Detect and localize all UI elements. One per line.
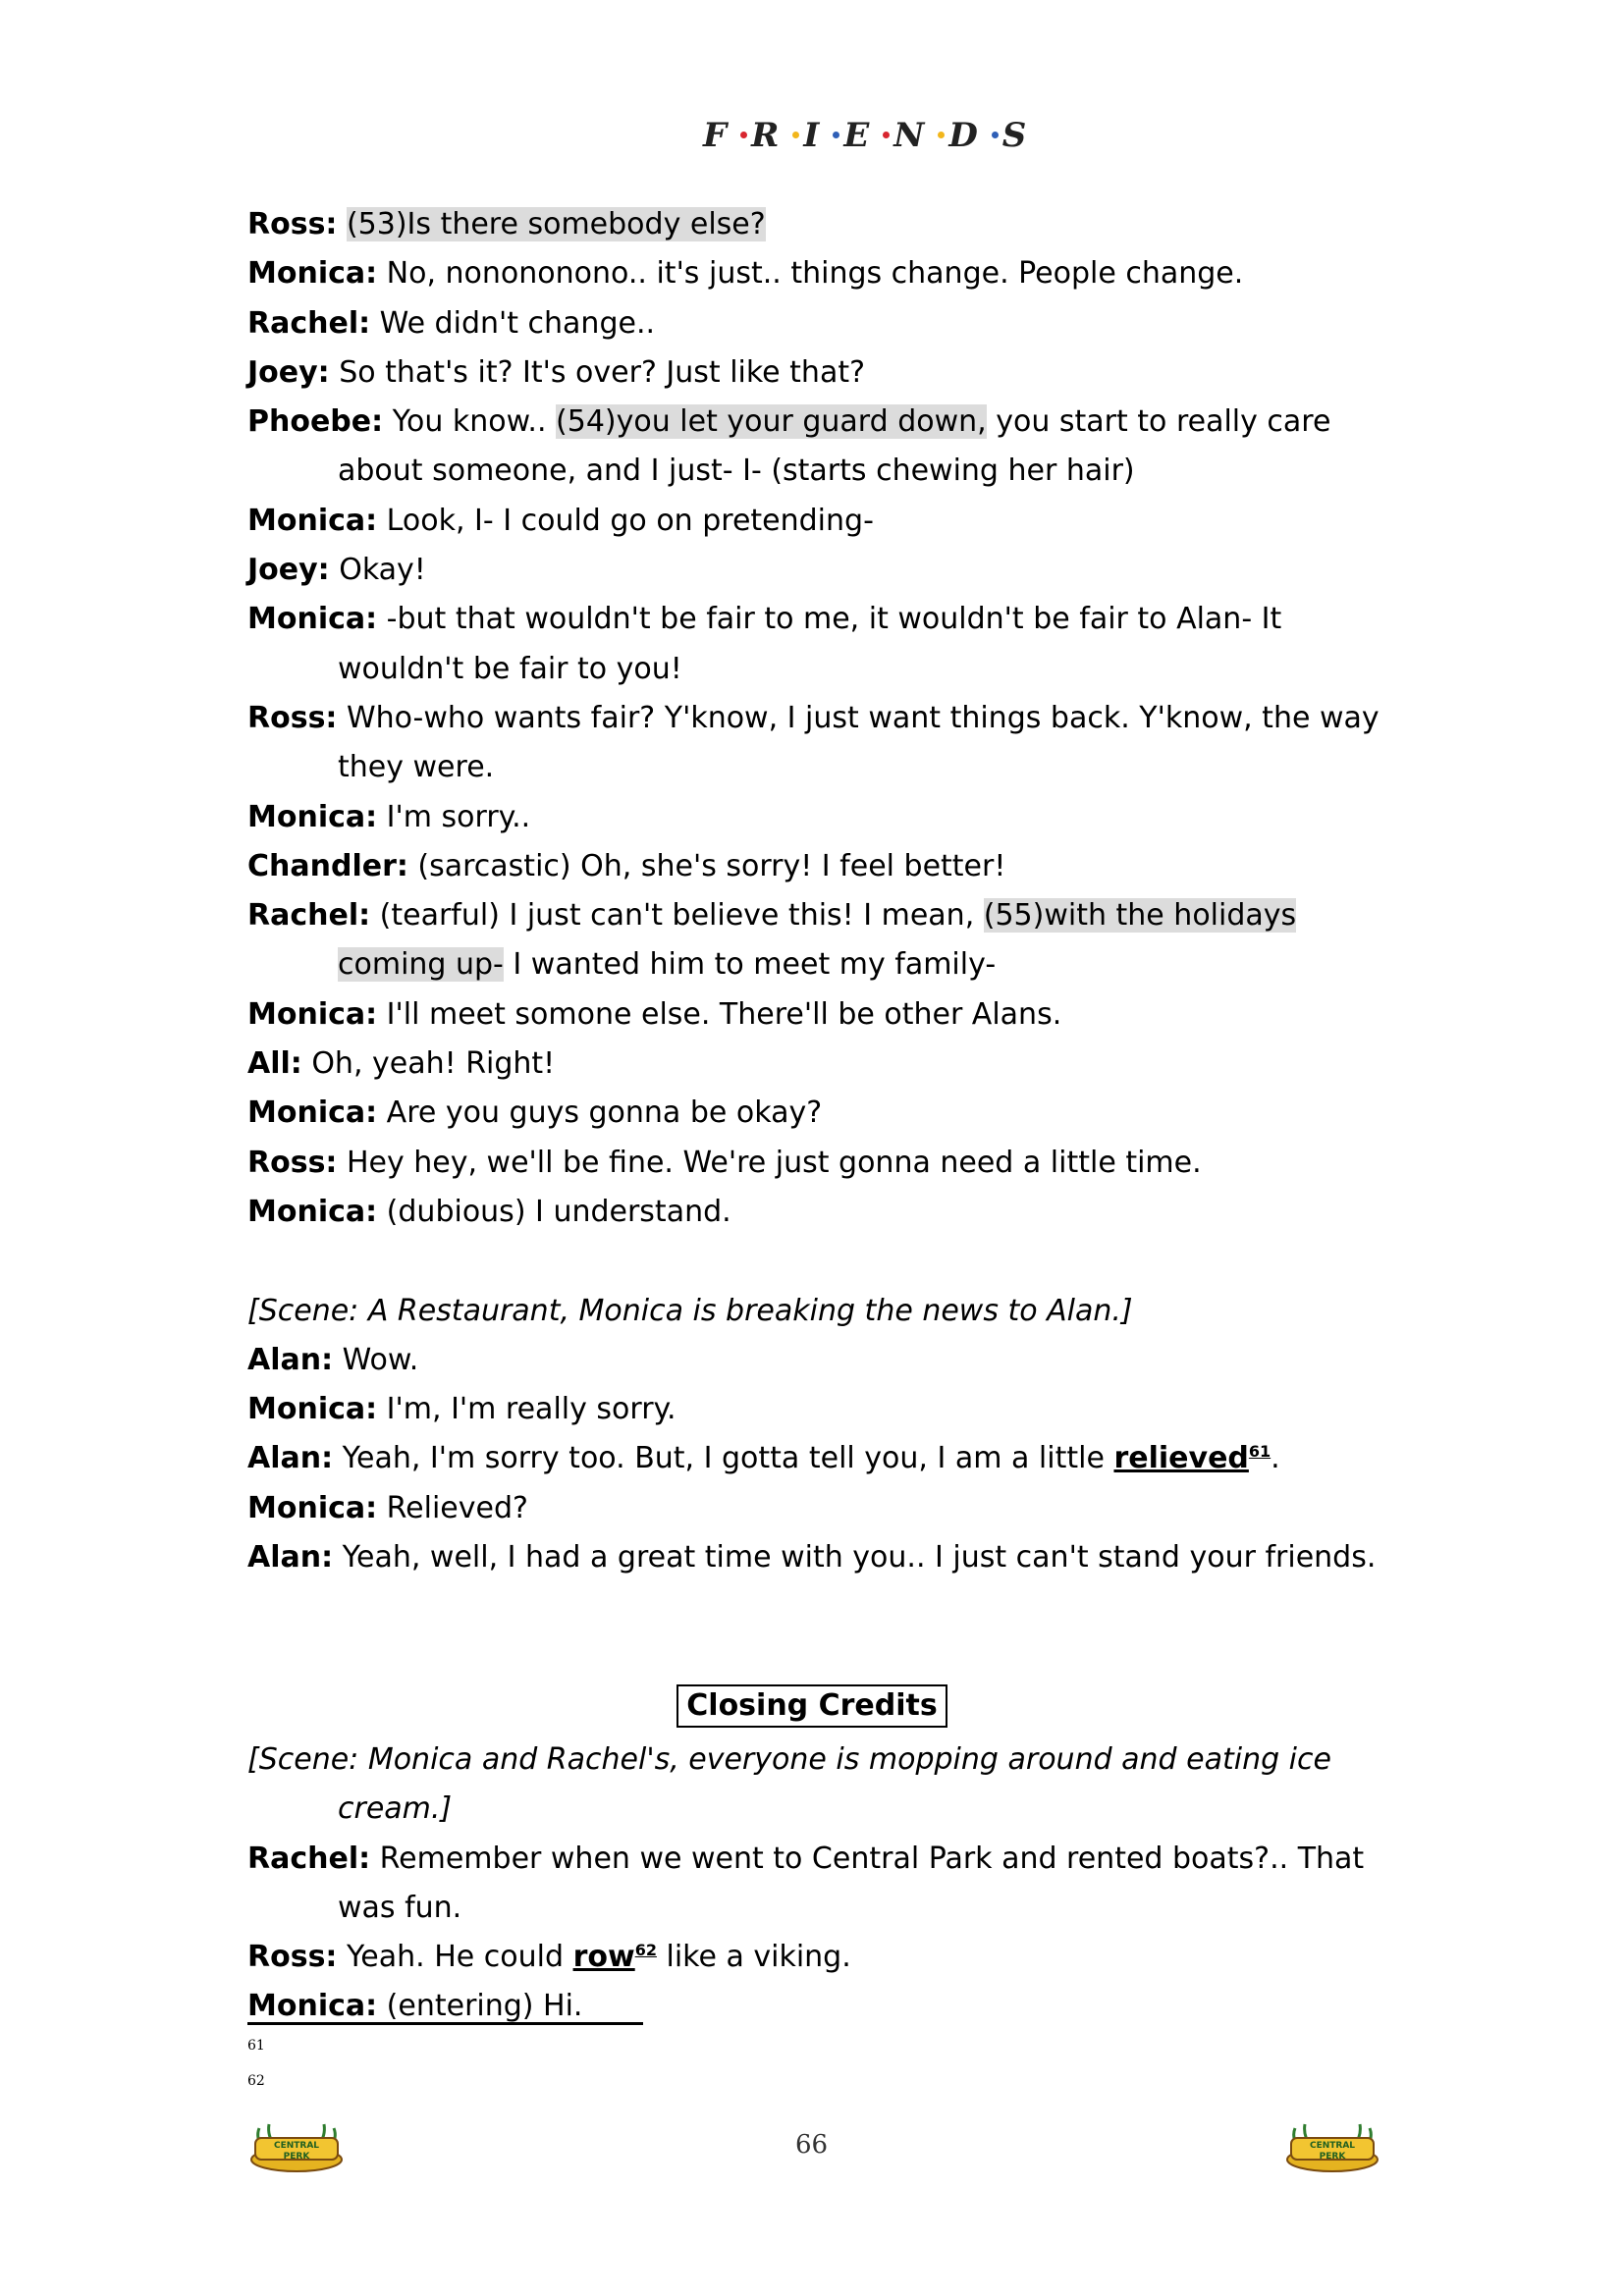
- dialogue-text: .: [1271, 1441, 1280, 1476]
- dialogue-line: [247, 1188, 1396, 1237]
- footnote-62: 62: [247, 2073, 265, 2089]
- dialogue-text: I wanted him to meet my family-: [503, 947, 997, 983]
- highlighted-phrase: (53)Is there somebody else?: [346, 207, 766, 241]
- dialogue-line: [247, 1484, 1396, 1533]
- speaker-name: Monica:: [247, 1392, 378, 1427]
- dialogue-text: Wow.: [333, 1342, 419, 1377]
- dialogue-text: -but that wouldn't be fair to me, it wouldn't be fair to Alan- It wouldn't be fair to you!: [338, 602, 1282, 686]
- dialogue-text: like a viking.: [656, 1940, 851, 1975]
- dialogue-line: [247, 1933, 1396, 1982]
- dialogue-text: I'm sorry..: [377, 799, 531, 834]
- speaker-name: Rachel:: [247, 1841, 371, 1876]
- dialogue-line: [247, 990, 1396, 1040]
- dialogue-line: [247, 200, 1396, 249]
- speaker-name: Monica:: [247, 799, 378, 834]
- footnote-marker: 61: [1248, 1442, 1271, 1462]
- dialogue-text: I'll meet somone else. There'll be other Alans.: [377, 996, 1062, 1032]
- logo-dot: [792, 132, 799, 138]
- dialogue-line: [247, 694, 1396, 793]
- speaker-name: Alan:: [247, 1540, 334, 1575]
- logo-dot: [938, 132, 945, 138]
- speaker-name: Monica:: [247, 1095, 378, 1131]
- dialogue-line: [247, 398, 1396, 497]
- speaker-name: Alan:: [247, 1342, 334, 1377]
- speaker-name: Rachel:: [247, 898, 371, 934]
- central-perk-logo-right: [1281, 2118, 1383, 2175]
- dialogue-line: [247, 299, 1396, 348]
- dialogue-line: [247, 1089, 1396, 1138]
- dialogue-text: (tearful) I just can't believe this! I mean,: [370, 898, 984, 934]
- dialogue-text: Who-who wants fair? Y'know, I just want things back. Y'know, the way they were.: [337, 700, 1380, 785]
- dialogue-line: [247, 891, 1396, 990]
- dialogue-line: [247, 1139, 1396, 1188]
- speaker-name: Rachel:: [247, 305, 371, 341]
- speaker-name: Monica:: [247, 1490, 378, 1525]
- scene-direction: [Scene: Monica and Rachel's, everyone is mopping around and eating ice cream.]: [247, 1741, 1331, 1827]
- script-body: [247, 200, 1396, 2032]
- speaker-name: Chandler:: [247, 848, 408, 883]
- speaker-name: Ross:: [247, 1940, 338, 1975]
- dialogue-text: Yeah, I'm sorry too. But, I gotta tell you, I am a little: [333, 1441, 1114, 1476]
- dialogue-text: Yeah. He could: [337, 1940, 573, 1975]
- dialogue-line: [247, 1835, 1396, 1934]
- dialogue-text: Hey hey, we'll be fine. We're just gonna need a little time.: [337, 1145, 1202, 1180]
- footnote-61: 61: [247, 2038, 265, 2054]
- section-heading: Closing Credits: [676, 1684, 947, 1728]
- dialogue-line: [247, 497, 1396, 546]
- friends-logo: [703, 116, 1040, 155]
- dialogue-text: (entering) Hi.: [377, 1989, 583, 2024]
- speaker-name: Alan:: [247, 1441, 334, 1476]
- speaker-name: All:: [247, 1046, 302, 1082]
- speaker-name: Joey:: [247, 553, 330, 588]
- dialogue-line: [247, 1533, 1396, 1582]
- dialogue-line: [247, 595, 1396, 694]
- dialogue-text: Yeah, well, I had a great time with you.. I just can't stand your friends.: [333, 1540, 1377, 1575]
- dialogue-text: Remember when we went to Central Park and rented boats?.. That was fun.: [338, 1841, 1365, 1925]
- dialogue-text: So that's it? It's over? Just like that?: [329, 354, 866, 390]
- speaker-name: Monica:: [247, 503, 378, 538]
- central-perk-logo-left: [245, 2118, 348, 2175]
- dialogue-line: [247, 1434, 1396, 1483]
- logo-dot: [740, 132, 747, 138]
- dialogue-text: [337, 207, 347, 241]
- speaker-name: Monica:: [247, 1989, 378, 2024]
- speaker-name: Ross:: [247, 207, 338, 241]
- dialogue-text: Look, I- I could go on pretending-: [377, 503, 874, 538]
- dialogue-text: (sarcastic) Oh, she's sorry! I feel better!: [407, 848, 1006, 883]
- glossary-term: row: [572, 1940, 635, 1975]
- speaker-name: Phoebe:: [247, 404, 384, 440]
- dialogue-text: Are you guys gonna be okay?: [377, 1095, 823, 1131]
- dialogue-text: Oh, yeah! Right!: [301, 1046, 556, 1082]
- speaker-name: Joey:: [247, 354, 330, 390]
- svg-text:CENTRAL: CENTRAL: [273, 2141, 320, 2151]
- scene-direction: [Scene: A Restaurant, Monica is breaking the news to Alan.]: [247, 1293, 1133, 1328]
- dialogue-line: [247, 1040, 1396, 1089]
- logo-text: F R I E N D S: [703, 116, 1041, 155]
- blank-line: [247, 1237, 1396, 1286]
- glossary-term: relieved: [1113, 1441, 1249, 1476]
- dialogue-line: [247, 1385, 1396, 1434]
- logo-dot: [833, 132, 839, 138]
- speaker-name: Monica:: [247, 602, 378, 637]
- svg-text:PERK: PERK: [283, 2152, 310, 2162]
- highlighted-phrase: (54)you let your guard down,: [556, 404, 987, 440]
- speaker-name: Monica:: [247, 996, 378, 1032]
- svg-text:PERK: PERK: [1319, 2152, 1346, 2162]
- speaker-name: Monica:: [247, 1194, 378, 1229]
- blank-line: [247, 1582, 1396, 1631]
- speaker-name: Monica:: [247, 256, 378, 292]
- dialogue-text: you start to really care about someone, and I just- I- (starts chewing her hair): [338, 404, 1331, 489]
- blank-line: [247, 1632, 1396, 1682]
- dialogue-text: Okay!: [329, 553, 426, 588]
- dialogue-text: I'm, I'm really sorry.: [377, 1392, 676, 1427]
- speaker-name: Ross:: [247, 1145, 338, 1180]
- dialogue-text: You know..: [383, 404, 557, 440]
- highlighted-phrase: (55)with the holidays coming up-: [338, 898, 1297, 983]
- logo-dot: [992, 132, 999, 138]
- svg-text:CENTRAL: CENTRAL: [1309, 2141, 1356, 2151]
- dialogue-text: We didn't change..: [370, 305, 656, 341]
- footnote-rule: [247, 2022, 643, 2025]
- section-heading-wrap: [247, 1682, 1396, 1735]
- speaker-name: Ross:: [247, 700, 338, 735]
- dialogue-line: [247, 348, 1396, 398]
- dialogue-line: [247, 546, 1396, 595]
- dialogue-line: [247, 793, 1396, 842]
- dialogue-text: Relieved?: [377, 1490, 528, 1525]
- dialogue-line: [247, 249, 1396, 298]
- dialogue-text: (dubious) I understand.: [377, 1194, 731, 1229]
- dialogue-text: No, nonononono.. it's just.. things change. People change.: [377, 256, 1244, 292]
- footnote-marker: 62: [634, 1941, 657, 1960]
- dialogue-line: [247, 842, 1396, 891]
- logo-dot: [883, 132, 890, 138]
- dialogue-line: [247, 1336, 1396, 1385]
- page-number: 66: [794, 2130, 829, 2160]
